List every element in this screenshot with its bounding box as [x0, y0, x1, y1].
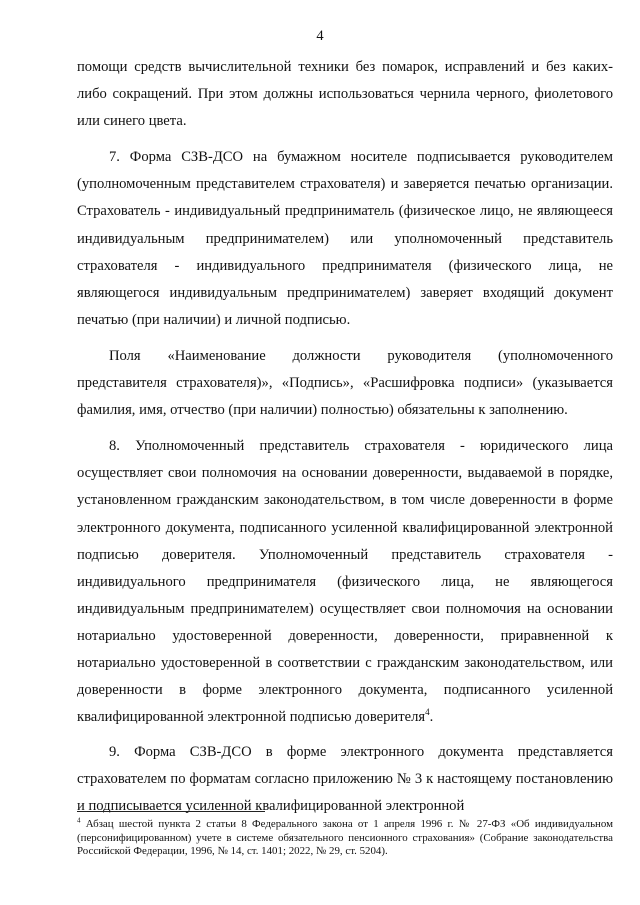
footnote-text: Абзац шестой пункта 2 статьи 8 Федерального закона от 1 апреля 1996 г. № 27-ФЗ «Об индивидуальном (персонифицированном) учете в системе обязательного пенсионного страхования» (Собрание законодательства Российской Федерации, 1996, № 14, ст. 1401; 2022, № 29, ст. 5204).	[77, 818, 613, 857]
paragraph-9: 9. Форма СЗВ-ДСО в форме электронного документа представляется страхователем по форматам согласно приложению № 3 к настоящему постановлению и подписывается усиленной квалифицированной электронной	[77, 744, 613, 815]
footnote	[77, 818, 613, 859]
footnote-reference: 4	[425, 707, 430, 718]
footnote-marker: 4	[77, 816, 81, 825]
paragraph-8	[77, 433, 613, 731]
page-number: 4	[316, 28, 324, 44]
paragraph-continuation: помощи средств вычислительной техники без помарок, исправлений и без каких-либо сокращений. При этом должны использоваться чернила черного, фиолетового или синего цвета.	[77, 59, 613, 130]
paragraph-7-fields: Поля «Наименование должности руководителя (уполномоченного представителя страхователя)», «Подпись», «Расшифровка подписи» (указывается фамилия, имя, отчество (при наличии) полностью) обязательны к заполнению.	[77, 347, 613, 419]
document-body	[77, 54, 613, 821]
paragraph-7: 7. Форма СЗВ-ДСО на бумажном носителе подписывается руководителем (уполномоченным представителем страхователя) и заверяется печатью организации. Страхователь - индивидуальный предприниматель (физическое лицо, не являющееся индивидуальным предпринимателем) или уполномоченный представитель страхователя - индивидуального предпринимателя (физического лица, не являющегося индивидуальным предпринимателем) заверяет входящий документ печатью (при наличии) и личной подписью.	[77, 149, 613, 328]
paragraph-8-end: .	[429, 709, 434, 726]
paragraph-8-text: 8. Уполномоченный представитель страхователя - юридического лица осуществляет свои полномочия на основании доверенности, выдаваемой в порядке, установленном гражданским законодательством, в том числе доверенности в форме электронного документа, подписанного усиленной квалифицированной электронной подписью доверителя. Уполномоченный представитель страхователя - индивидуального предпринимателя (физического лица, не являющегося индивидуальным предпринимателем) осуществляет свои полномочия на основании нотариально удостоверенной доверенности, доверенности, приравненной к нотариально удостоверенной в соответствии с гражданским законодательством, или доверенности в форме электронного документа, подписанного усиленной квалифицированной электронной подписью доверителя	[77, 438, 613, 726]
footnote-separator	[77, 811, 265, 812]
